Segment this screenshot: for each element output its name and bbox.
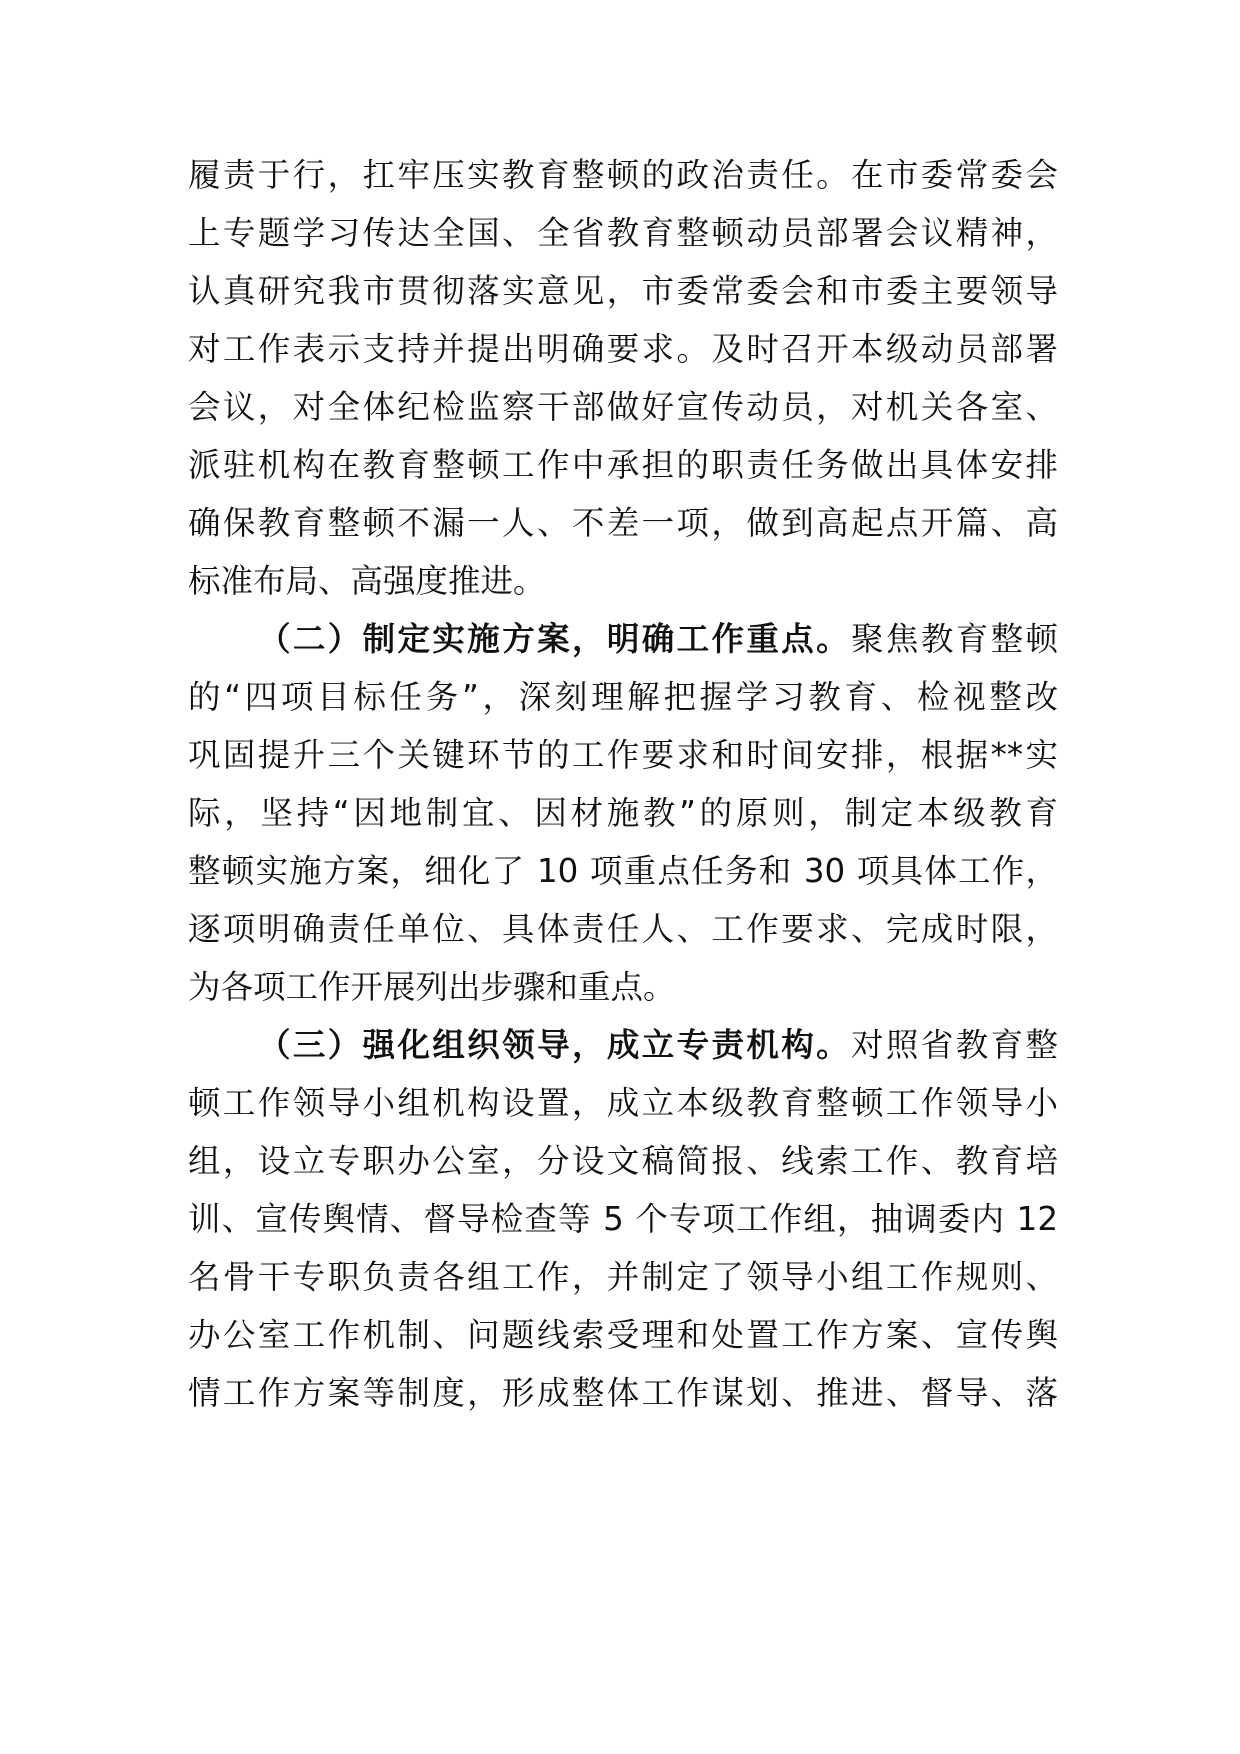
paragraph-3-line-4: 训、宣传舆情、督导检查等 5 个专项工作组，抽调委内 12	[188, 1200, 1058, 1238]
paragraph-1-line-1: 履责于行，扛牢压实教育整顿的政治责任。在市委常委会	[188, 156, 1058, 194]
paragraph-3-line-3: 组，设立专职办公室，分设文稿简报、线索工作、教育培	[188, 1142, 1058, 1180]
paragraph-1-line-7: 确保教育整顿不漏一人、不差一项，做到高起点开篇、高	[188, 504, 1058, 542]
paragraph-1-line-3: 认真研究我市贯彻落实意见，市委常委会和市委主要领导	[188, 272, 1058, 310]
paragraph-2-line-2: 的“四项目标任务”，深刻理解把握学习教育、检视整改	[188, 678, 1058, 716]
paragraph-2-line-4: 际，坚持“因地制宜、因材施教”的原则，制定本级教育	[188, 794, 1058, 832]
paragraph-2-line-7: 为各项工作开展列出步骤和重点。	[188, 968, 676, 1006]
paragraph-3-first-line-rest: 对照省教育整	[851, 1026, 1058, 1064]
paragraph-2-line-3: 巩固提升三个关键环节的工作要求和时间安排，根据**实	[188, 736, 1058, 774]
paragraph-1-line-5: 会议，对全体纪检监察干部做好宣传动员，对机关各室、	[188, 388, 1058, 426]
paragraph-2-first-line-rest: 聚焦教育整顿	[851, 620, 1058, 658]
paragraph-2-line-6: 逐项明确责任单位、具体责任人、工作要求、完成时限，	[188, 910, 1058, 948]
paragraph-2-line-5: 整顿实施方案，细化了 10 项重点任务和 30 项具体工作，	[188, 852, 1058, 890]
paragraph-3-line-5: 名骨干专职负责各组工作，并制定了领导小组工作规则、	[188, 1258, 1058, 1296]
section-heading-3: （三）强化组织领导，成立专责机构。	[258, 1026, 852, 1064]
paragraph-3-line-2: 顿工作领导小组机构设置，成立本级教育整顿工作领导小	[188, 1084, 1058, 1122]
paragraph-3-line-7: 情工作方案等制度，形成整体工作谋划、推进、督导、落	[188, 1374, 1058, 1412]
paragraph-2-line-1	[258, 614, 1058, 664]
paragraph-1-line-6: 派驻机构在教育整顿工作中承担的职责任务做出具体安排	[188, 446, 1058, 484]
paragraph-1-line-4: 对工作表示支持并提出明确要求。及时召开本级动员部署	[188, 330, 1058, 368]
section-heading-2: （二）制定实施方案，明确工作重点。	[258, 620, 852, 658]
paragraph-1-line-2: 上专题学习传达全国、全省教育整顿动员部署会议精神，	[188, 214, 1058, 252]
paragraph-1-line-8: 标准布局、高强度推进。	[188, 562, 546, 600]
paragraph-3-line-1	[258, 1020, 1058, 1070]
paragraph-3-line-6: 办公室工作机制、问题线索受理和处置工作方案、宣传舆	[188, 1316, 1058, 1354]
